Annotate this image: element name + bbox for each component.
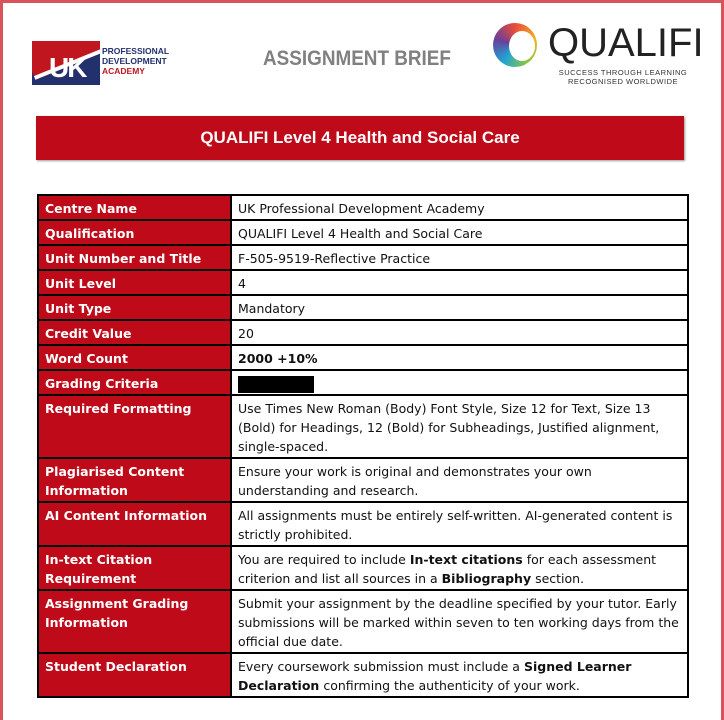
- row-label: AI Content Information: [38, 502, 231, 546]
- row-label: Centre Name: [38, 195, 231, 220]
- table-row: [38, 546, 688, 590]
- table-row: [38, 590, 688, 653]
- qualifi-emblem-icon: [493, 23, 537, 67]
- table-row: [38, 395, 688, 458]
- value-text: QUALIFI Level 4 Health and Social Care: [238, 226, 483, 241]
- row-value: [231, 220, 688, 245]
- row-label: Required Formatting: [38, 395, 231, 458]
- value-text: You are required to include: [238, 552, 410, 567]
- table-row: [38, 502, 688, 546]
- value-text: All assignments must be entirely self-written. AI-generated content is strictly prohibited.: [238, 508, 673, 542]
- row-label: Credit Value: [38, 320, 231, 345]
- table-row: [38, 458, 688, 502]
- uk-pda-logo: UK PROFESSIONAL DEVELOPMENT ACADEMY: [32, 41, 177, 85]
- row-label: Grading Criteria: [38, 370, 231, 395]
- value-text: 2000 +10%: [238, 351, 318, 366]
- row-label: Plagiarised Content Information: [38, 458, 231, 502]
- value-text: for each assessment criterion and list all sources in a: [238, 552, 657, 586]
- value-text: Mandatory: [238, 301, 306, 316]
- value-text: F-505-9519-Reflective Practice: [238, 251, 431, 266]
- row-value: [231, 458, 688, 502]
- table-row: [38, 653, 688, 697]
- row-value: [231, 653, 688, 697]
- row-value: [231, 546, 688, 590]
- row-value: [231, 320, 688, 345]
- value-text: Signed Learner Declaration: [238, 659, 632, 693]
- row-label: Unit Number and Title: [38, 245, 231, 270]
- row-value: [231, 245, 688, 270]
- row-value: [231, 270, 688, 295]
- value-text: UK Professional Development Academy: [238, 201, 485, 216]
- row-label: In-text Citation Requirement: [38, 546, 231, 590]
- value-text: 20: [238, 326, 254, 341]
- table-row: [38, 220, 688, 245]
- assignment-brief-table: [37, 194, 689, 698]
- table-row: [38, 270, 688, 295]
- value-text: In-text citations: [409, 552, 523, 567]
- value-text: Use Times New Roman (Body) Font Style, Size 12 for Text, Size 13 (Bold) for Headings, 12 (Bold) for Subheadings, Justified alignment, single-spaced.: [238, 401, 660, 454]
- row-label: Word Count: [38, 345, 231, 370]
- table-row: [38, 195, 688, 220]
- value-text: Submit your assignment by the deadline specified by your tutor. Early submissions will be marked within seven to ten working days from the official due date.: [238, 596, 679, 649]
- table-row: [38, 345, 688, 370]
- value-text: 4: [238, 276, 246, 291]
- row-value: [231, 195, 688, 220]
- row-value: [231, 345, 688, 370]
- table-row: [38, 370, 688, 395]
- qualification-banner: QUALIFI Level 4 Health and Social Care: [36, 116, 684, 160]
- value-text: Every coursework submission must include a: [238, 659, 524, 674]
- value-text: section.: [531, 571, 585, 586]
- redacted-block: [238, 376, 314, 393]
- value-text: Bibliography: [441, 571, 532, 586]
- row-value: [231, 502, 688, 546]
- row-label: Unit Type: [38, 295, 231, 320]
- row-value: [231, 370, 688, 395]
- row-value: [231, 295, 688, 320]
- table-row: [38, 245, 688, 270]
- document-title: ASSIGNMENT BRIEF: [263, 47, 451, 70]
- row-value: [231, 590, 688, 653]
- row-label: Assignment Grading Information: [38, 590, 231, 653]
- row-label: Unit Level: [38, 270, 231, 295]
- value-text: confirming the authenticity of your work.: [319, 678, 580, 693]
- value-text: Ensure your work is original and demonstrates your own understanding and research.: [238, 464, 592, 498]
- table-row: [38, 295, 688, 320]
- row-label: Student Declaration: [38, 653, 231, 697]
- table-row: [38, 320, 688, 345]
- qualifi-logo: QUALIFI SUCCESS THROUGH LEARNING RECOGNISED WORLDWIDE: [493, 23, 723, 93]
- row-label: Qualification: [38, 220, 231, 245]
- row-value: [231, 395, 688, 458]
